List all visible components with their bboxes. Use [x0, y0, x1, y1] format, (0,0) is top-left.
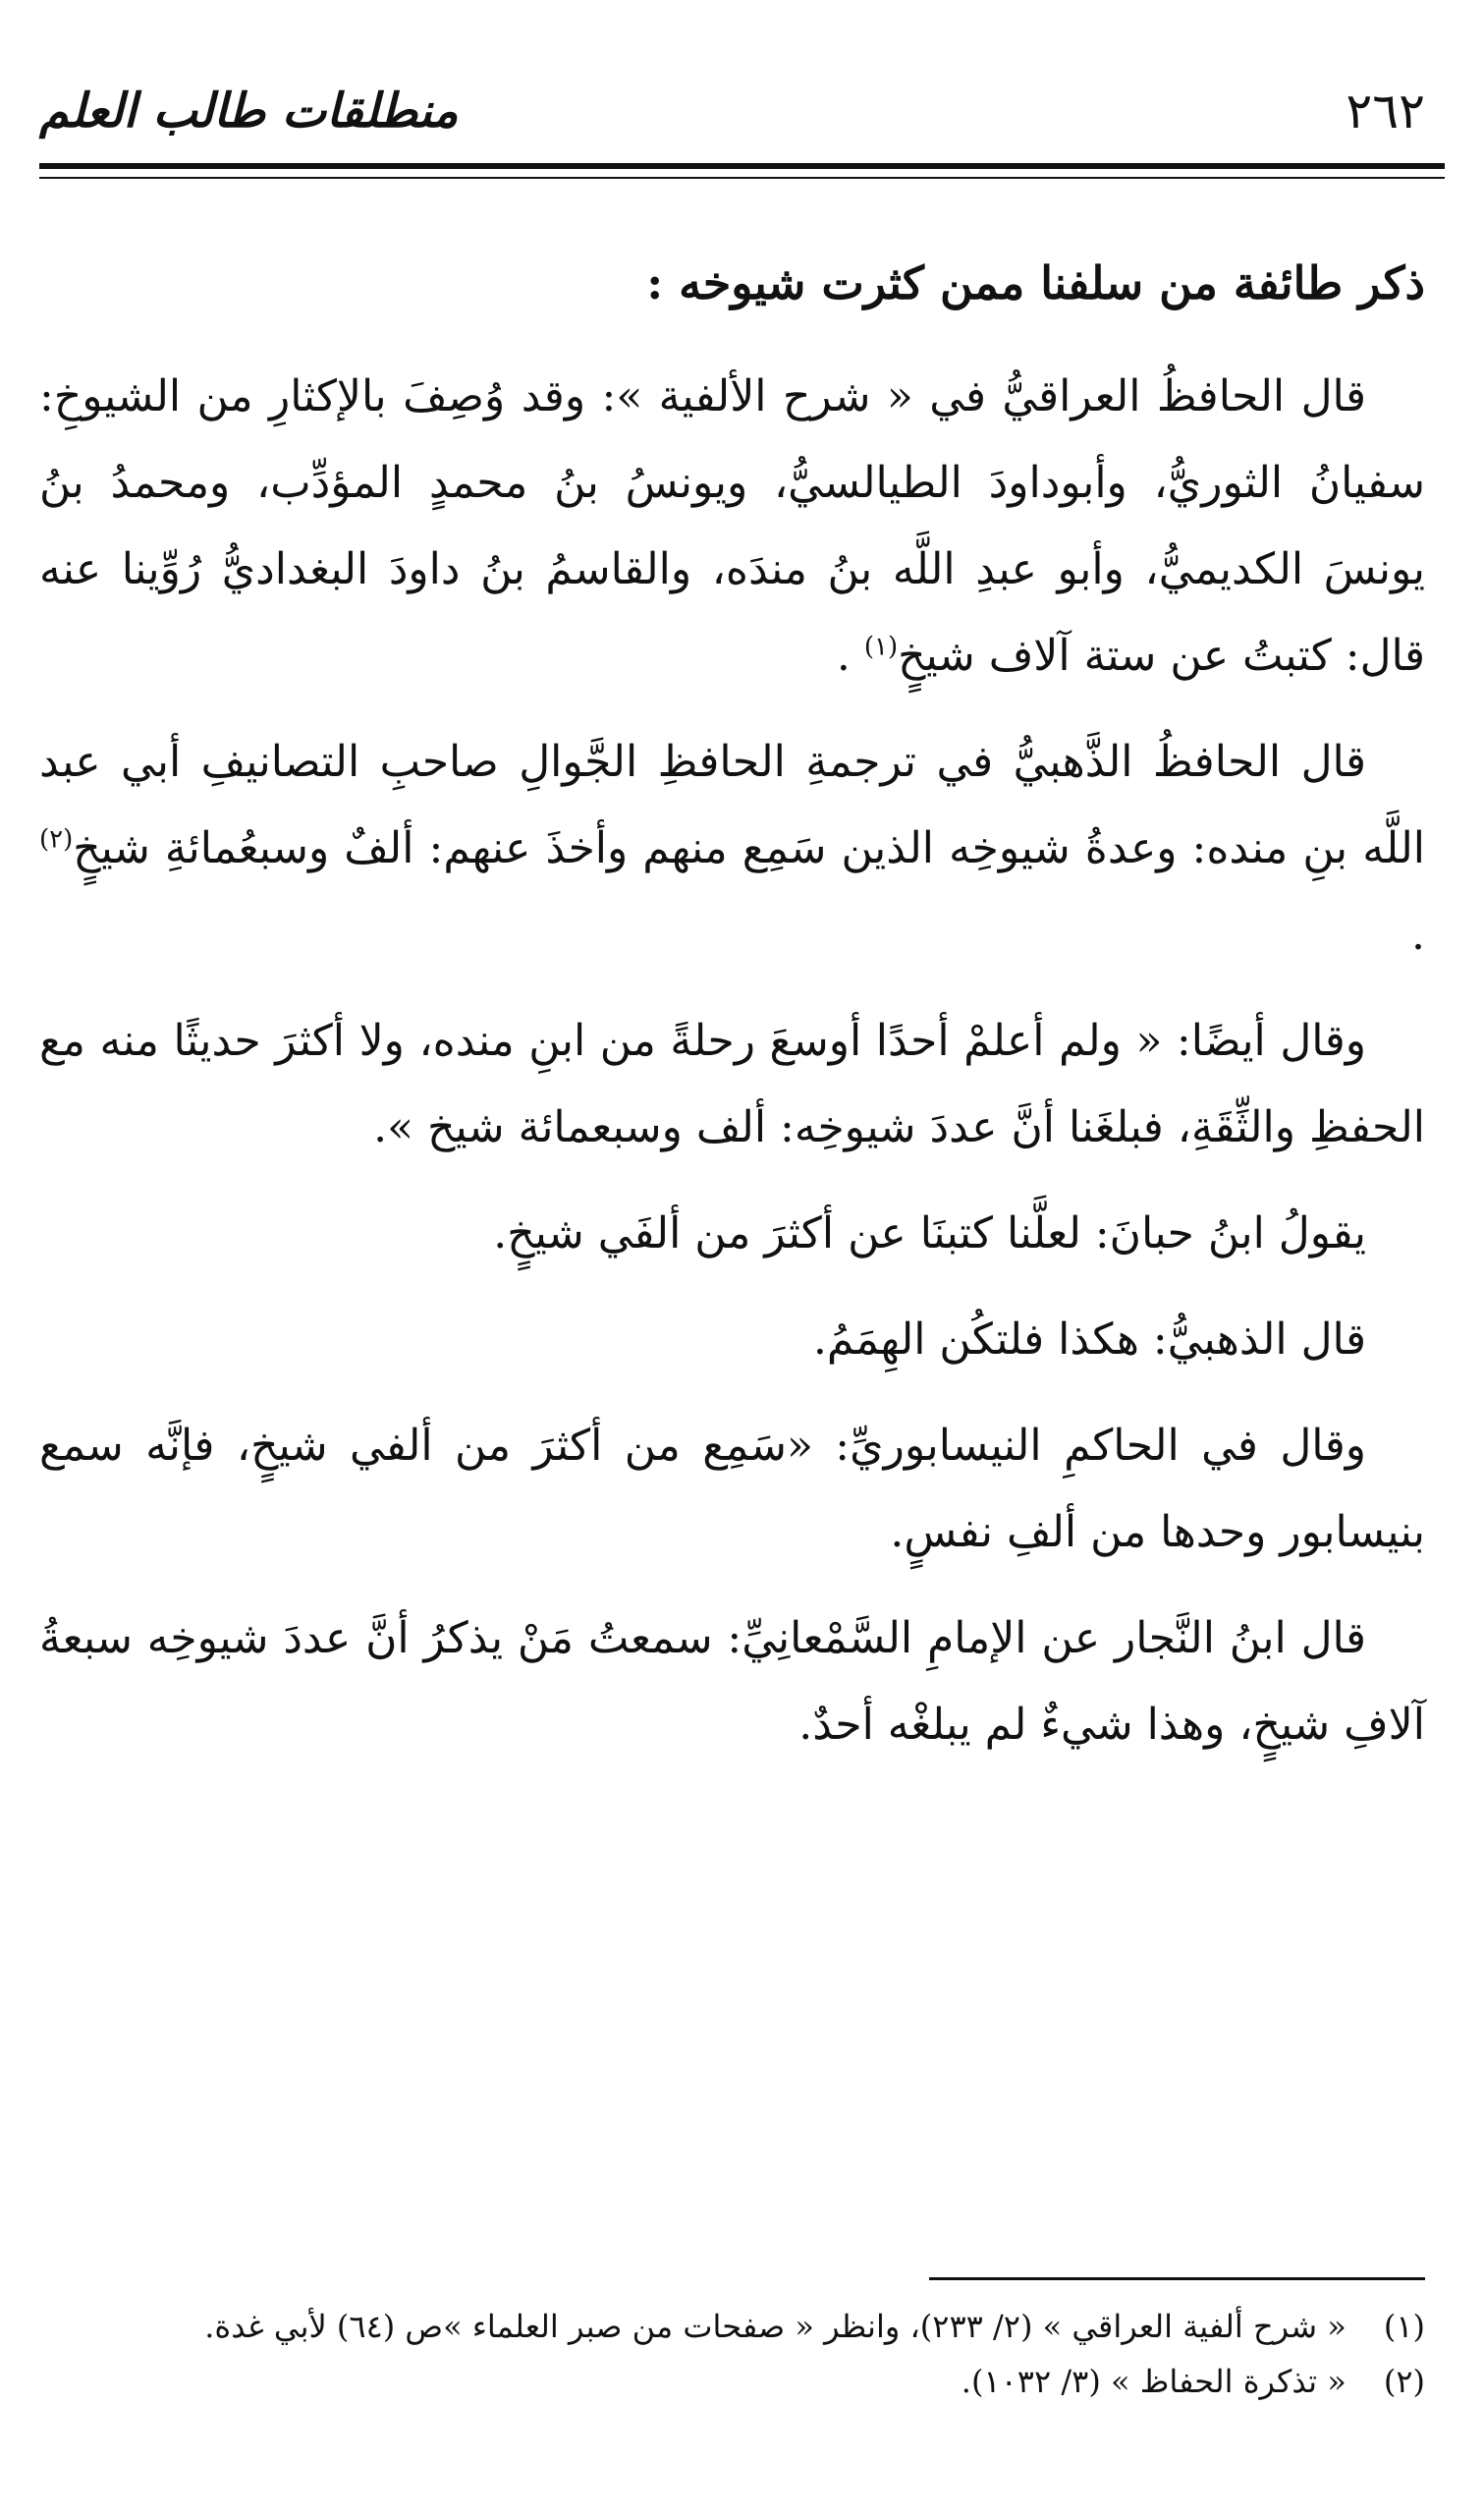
- paragraph-text: قال الحافظُ الذَّهبيُّ في ترجمةِ الحافظِ الجَّوالِ صاحبِ التصانيفِ أبي عبد اللَّه بنِ منده: وعدةُ شيوخِه الذين سَمِع منهم وأخذَ عنهم: ألفٌ وسبعُمائةِ شيخٍ: [39, 737, 1425, 873]
- footnote-ref-2[interactable]: (٢): [39, 824, 74, 855]
- footnote-2: [29, 2354, 1425, 2409]
- page-number: ٢٦٢: [1346, 83, 1425, 140]
- paragraph-dhahabi: [39, 719, 1425, 978]
- paragraph-tail: .: [1411, 910, 1425, 960]
- footnote-marker: (١): [1383, 2308, 1425, 2345]
- footnote-ref-1[interactable]: (١): [863, 632, 899, 662]
- paragraph-iraqi: [39, 354, 1425, 699]
- section-heading: ذكر طائفة من سلفنا ممن كثرت شيوخه :: [646, 256, 1425, 309]
- footnotes: [29, 2299, 1425, 2409]
- running-title: منطلقات طالب العلم: [39, 84, 459, 139]
- header-rule-thin: [39, 177, 1445, 179]
- footnote-text: « شرح ألفية العراقي » (٢/ ٢٣٣)، وانظر « صفحات من صبر العلماء »ص (٦٤) لأبي غدة.: [204, 2308, 1347, 2345]
- paragraph-ibn-mandah: وقال أيضًا: « ولم أعلمْ أحدًا أوسعَ رحلةً من ابنِ منده، ولا أكثرَ حديثًا منه مع الحفظِ والثِّقَةِ، فبلغَنا أنَّ عددَ شيوخِه: ألف وسبعمائة شيخ ».: [39, 1016, 1425, 1152]
- header-rule-thick: [39, 163, 1445, 169]
- paragraph-hakim: وقال في الحاكمِ النيسابوريِّ: «سَمِع من أكثرَ من ألفي شيخٍ، فإنَّه سمع بنيسابور وحدها من ألفِ نفسٍ.: [39, 1421, 1425, 1557]
- paragraph-text: قال الحافظُ العراقيُّ في « شرح الألفية »: وقد وُصِفَ بالإكثارِ من الشيوخِ: سفيانُ الثوريُّ، وأبوداودَ الطيالسيُّ، ويونسُ بنُ محمدٍ المؤدِّب، ومحمدُ بنُ يونسَ الكديميُّ، وأبو عبدِ اللَّه بنُ مندَه، والقاسمُ بنُ داودَ البغداديُّ رُوِّينا عنه قال: كتبتُ عن ستة آلاف شيخٍ: [39, 371, 1425, 681]
- paragraph-samani: قال ابنُ النَّجار عن الإمامِ السَّمْعانِيِّ: سمعتُ مَنْ يذكرُ أنَّ عددَ شيوخِه سبعةُ آلافِ شيخٍ، وهذا شيءٌ لم يبلغْه أحدٌ.: [39, 1613, 1425, 1750]
- footnote-text: « تذكرة الحفاظ » (٣/ ١٠٣٢).: [961, 2363, 1347, 2400]
- paragraph-himam: قال الذهبيُّ: هكذا فلتكُن الهِمَمُ.: [812, 1314, 1366, 1365]
- paragraph-tail: .: [836, 631, 851, 681]
- footnote-separator: [929, 2277, 1425, 2280]
- paragraph-ibn-hibban: يقولُ ابنُ حبانَ: لعلَّنا كتبنَا عن أكثرَ من ألفَي شيخٍ.: [493, 1208, 1366, 1258]
- footnote-marker: (٢): [1383, 2363, 1425, 2400]
- footnote-1: [29, 2299, 1425, 2354]
- page-header: [39, 77, 1445, 145]
- main-text: [39, 236, 1425, 1788]
